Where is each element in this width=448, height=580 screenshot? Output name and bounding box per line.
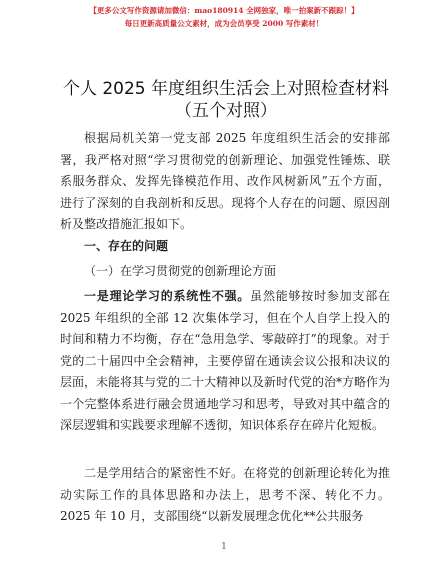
- paragraph-point-2: [60, 463, 390, 528]
- banner-line-1: 【更多公文写作资源请加微信：mao180914 全网独家，唯一拍案新不跟踪！】: [89, 6, 359, 15]
- header-banner: [0, 4, 448, 30]
- page-number: 1: [221, 542, 227, 552]
- banner-line-2: 每日更新高质量公文素材，成为会员享受 2000 写作素材！: [124, 19, 324, 28]
- point-1-lead: 一是理论学习的系统性不强。: [84, 289, 251, 303]
- point-2-body: 在将党的创新理论转化为推动实际工作的具体思路和办法上，思考不深、转化不力。2025 年 10 月，支部围绕“以新发展理念优化**公共服务: [60, 466, 390, 523]
- paragraph-point-1: [60, 286, 390, 437]
- intro-paragraph: 根据局机关第一党支部 2025 年度组织生活会的安排部署，我严格对照“学习贯彻党的创新理论、加强党性锤炼、联系服务群众、发挥先锋模范作用、改作风树新风”五个方面，进行了深刻的自我剖析和反思。现将个人存在的问题、原因剖析及整改措施汇报如下。: [60, 131, 390, 231]
- subsection-heading-theory: （一）在学习贯彻党的创新理论方面: [84, 264, 277, 278]
- section-heading-problems: 一、存在的问题: [84, 239, 169, 253]
- point-1-body: 虽然能够按时参加支部在 2025 年组织的全部 12 次集体学习，但在个人自学上投入的时间和精力不均衡，存在“急用急学、零敲碎打”的现象。对于党的二十届四中全会精神，主要停留在通读会议公报和决议的层面，未能将其与党的二十大精神以及新时代党的治*方略作为一个完整体系进行融会贯通地学习和思考，导致对其中蕴含的深层逻辑和实践要求理解不透彻，知识体系存在碎片化短板。: [60, 289, 391, 432]
- point-2-lead: 二是学用结合的紧密性不好。: [84, 466, 244, 480]
- document-title: 个人 2025 年度组织生活会上对照检查材料（五个对照）: [62, 79, 390, 121]
